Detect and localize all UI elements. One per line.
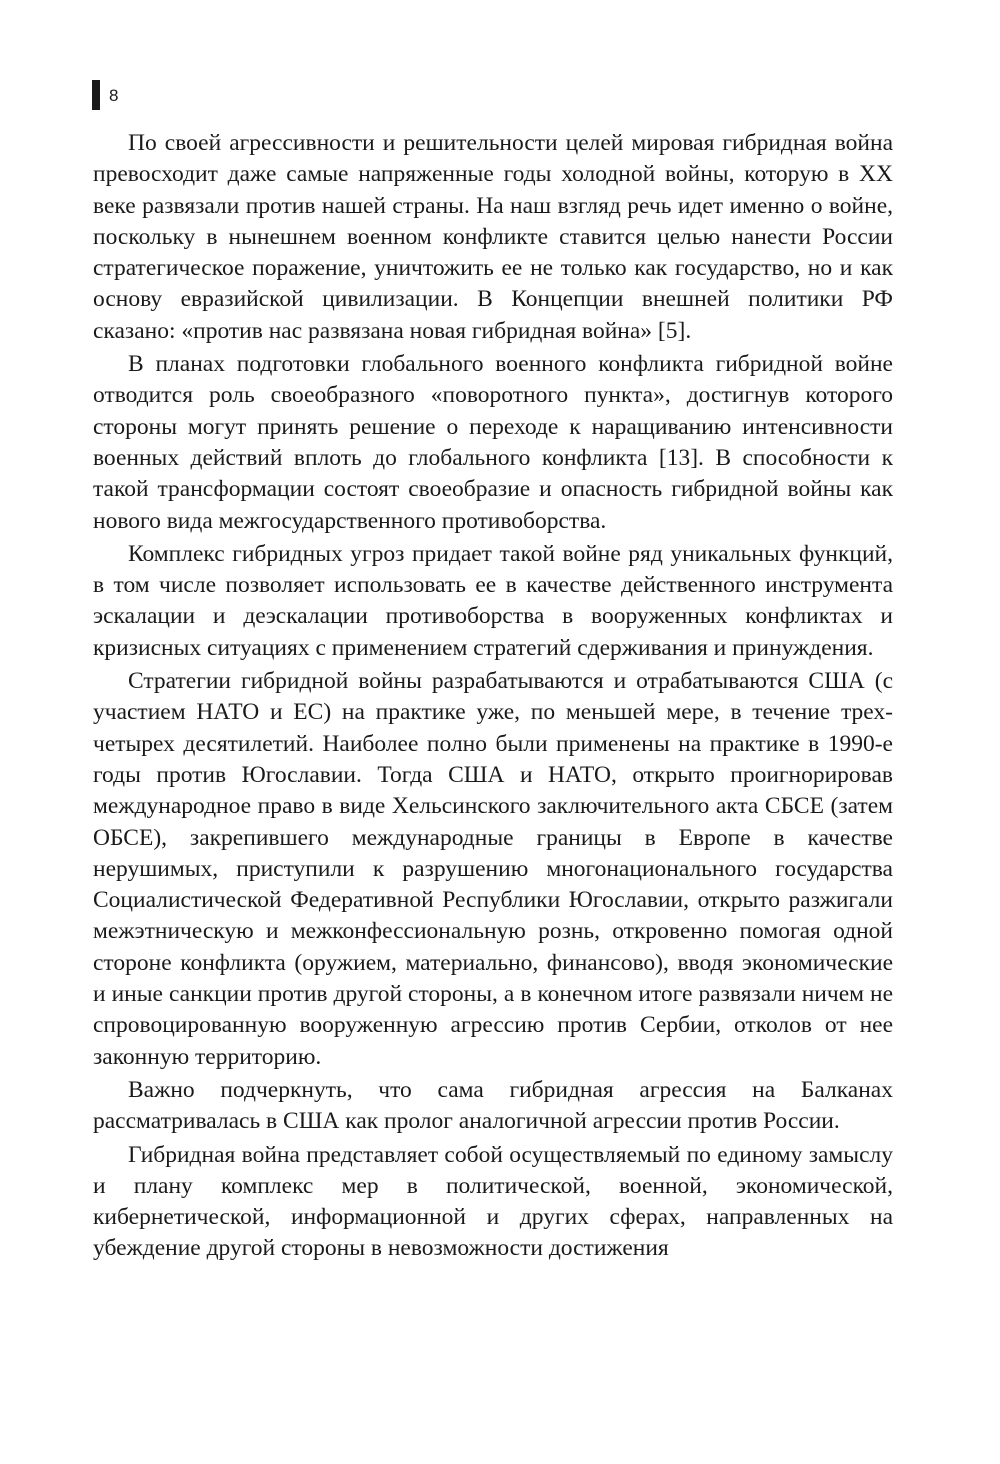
- paragraph-2: В планах подготовки глобального военного конфликта гибридной войне отводится роль своеобразного «поворотного пункта», достигнув которого стороны могут принять решение о переходе к наращиванию интенсивности военных действий вплоть до глобального конфликта [13]. В способности к такой трансформации состоят своеобразие и опасность гибридной войны как нового вида межгосударственного противоборства.: [93, 351, 893, 534]
- paragraph-1: По своей агрессивности и решительности целей мировая гибридная война превосходит даже самые напряженные годы холодной войны, которую в XX веке развязали против нашей страны. На наш взгляд речь идет именно о войне, поскольку в нынешнем военном конфликте ставится целью нанести России стратегическое поражение, уничтожить ее не только как государство, но и как основу евразийской цивилизации. В Концепции внешней политики РФ сказано: «против нас развязана новая гибридная война» [5].: [93, 130, 893, 344]
- page-header: [92, 80, 118, 110]
- body-text: [93, 128, 893, 1267]
- paragraph-5: Важно подчеркнуть, что сама гибридная агрессия на Балканах рассматривалась в США как пролог аналогичной агрессии против России.: [93, 1076, 893, 1135]
- paragraph-3: Комплекс гибридных угроз придает такой войне ряд уникальных функций, в том числе позволяет использовать ее в качестве действенного инструмента эскалации и деэскалации противоборства в вооруженных конфликтах и кризисных ситуациях с применением стратегий сдерживания и принуждения.: [93, 540, 893, 661]
- page-number: 8: [109, 85, 119, 105]
- paragraph-6: Гибридная война представляет собой осуществляемый по единому замыслу и плану комплекс мер в политической, военной, экономической, кибернетической, информационной и других сферах, направленных на убеждение другой стороны в невозможности достижения: [93, 1141, 893, 1262]
- paragraph-4: Стратегии гибридной войны разрабатываются и отрабатываются США (с участием НАТО и ЕС) на практике уже, по меньшей мере, в течение трех-четырех десятилетий. Наиболее полно были применены на практике в 1990-е годы против Югославии. Тогда США и НАТО, открыто проигнорировав международное право в виде Хельсинского заключительного акта СБСЕ (затем ОБСЕ), закрепившего международные границы в Европе в качестве нерушимых, приступили к разрушению многонационального государства Социалистической Федеративной Республики Югославии, открыто разжигали межэтническую и межконфессиональную рознь, откровенно помогая одной стороне конфликта (оружием, материально, финансово), вводя экономические и иные санкции против другой стороны, а в конечном итоге развязали ничем не спровоцированную вооруженную агрессию против Сербии, отколов от нее законную территорию.: [93, 668, 893, 1070]
- header-marker-bar: [92, 80, 100, 110]
